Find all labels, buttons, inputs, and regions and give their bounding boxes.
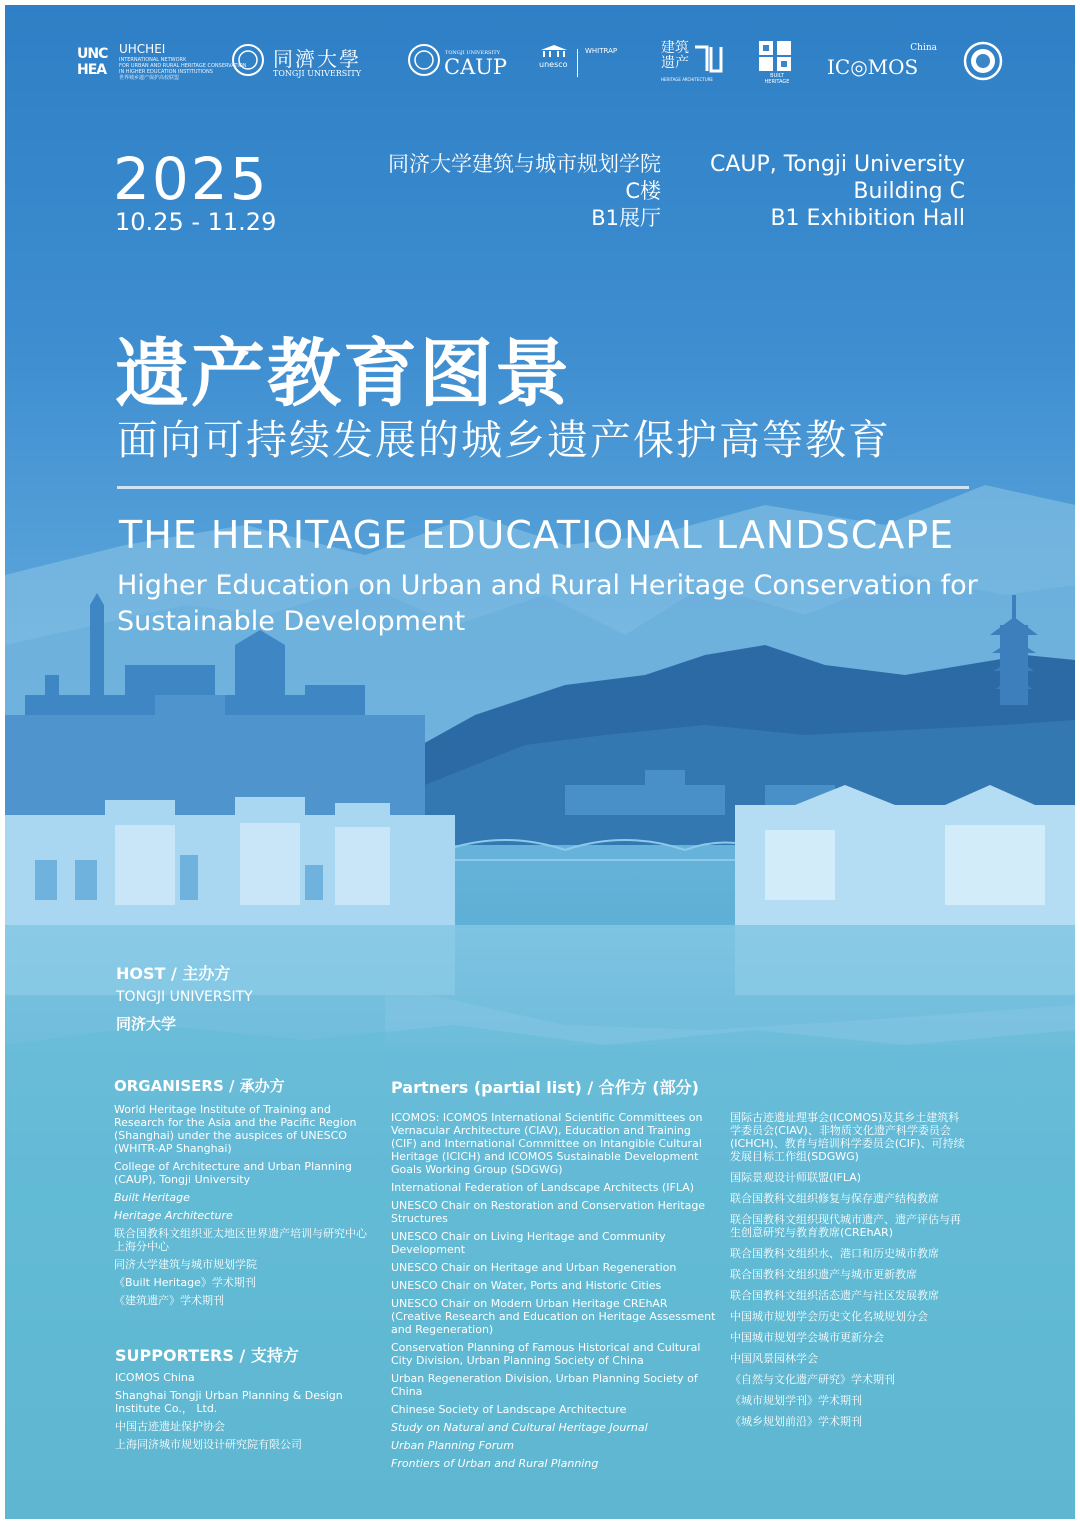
tongji-cn: 同濟大學 [273,47,361,71]
partner-item: Conservation Planning of Famous Historical and Cultural City Division, Urban Planning Society of China [391,1341,701,1367]
venue-cn-line-2: C楼 [625,179,661,203]
partner-item: Study on Natural and Cultural Heritage Journal [391,1421,648,1434]
partner-cn-item: 《城乡规划前沿》学术期刊 [730,1415,862,1428]
unesco-whitrap-logo [539,45,634,81]
venue-cn-line-1: 同济大学建筑与城市规划学院 [388,152,661,176]
title-en: THE HERITAGE EDUCATIONAL LANDSCAPE [119,513,955,557]
poster [5,5,1075,1519]
partner-cn-item: 国际古迹遗址理事会(ICOMOS)及其乡土建筑科学委员会(CIAV)、非物质文化遗产科学委员会(ICHCH)、教育与培训科学委员会(CIF)、可持续发展目标工作组(SDGWG) [730,1111,965,1163]
partner-cn-item: 《城市规划学刊》学术期刊 [730,1394,862,1407]
round-seal-icon [963,41,1003,81]
organiser-item: 同济大学建筑与城市规划学院 [114,1258,257,1271]
caup-small: TONGJI UNIVERSITY [445,50,500,56]
organiser-item: World Heritage Institute of Training and Research for the Asia and the Pacific Region (Shanghai) under the auspices of UNESCO (WHITR-AP Shanghai) [114,1103,357,1155]
venue-en [665,151,965,232]
whitrap-text: WHITRAP [585,47,618,55]
partner-cn-item: 中国城市规划学会城市更新分会 [730,1331,884,1344]
supporters-heading: SUPPORTERS / 支持方 [115,1346,299,1365]
supporter-item: 中国古迹遗址保护协会 [115,1420,225,1433]
partner-item: Frontiers of Urban and Rural Planning [391,1457,599,1470]
round-seal-logo [963,41,1003,81]
partner-item: International Federation of Landscape Architects (IFLA) [391,1181,695,1194]
caup-name: CAUP [444,55,508,79]
partner-cn-item: 联合国教科文组织修复与保存遗产结构教席 [730,1192,939,1205]
uhchei-line-4: 世界城乡遗产保护高校联盟 [119,75,180,81]
partners-cn-list [730,1111,970,1436]
tongji-seal-icon [231,43,265,77]
partner-cn-item: 联合国教科文组织活态遗产与社区发展教席 [730,1289,939,1302]
partner-cn-item: 中国风景园林学会 [730,1352,818,1365]
icomos-text: IC◎MOS [827,55,919,79]
partner-item: Chinese Society of Landscape Architecture [391,1403,627,1416]
uhchei-line-1: INTERNATIONAL NETWORK [119,57,187,63]
host-heading: HOST / 主办方 [116,964,231,983]
partner-item: ICOMOS: ICOMOS International Scientific Committees on Vernacular Architecture (CIAV), Education and Training (CIF) and International Committee on Intangible Cultural Heritage (ICICH) and ICOMOS Sustainable Development Goals Working Group (SDGWG) [391,1111,703,1176]
subtitle-en: Higher Education on Urban and Rural Heritage Conservation for Sustainable Development [117,570,978,637]
subtitle-cn: 面向可持续发展的城乡遗产保护高等教育 [117,416,891,464]
title-divider [117,486,969,489]
unesco-text: unesco [539,60,568,69]
uhchei-name: UHCHEI [119,42,166,56]
title-cn: 遗产教育图景 [115,331,571,417]
partner-item: Urban Planning Forum [391,1439,514,1452]
supporters-list [115,1371,345,1456]
organiser-item: Heritage Architecture [114,1209,233,1222]
built-heritage-cn: 建筑遗产 [661,40,689,71]
partner-item: Urban Regeneration Division, Urban Planning Society of China [391,1372,698,1398]
bh-logo [757,41,797,85]
partner-cn-item: 国际景观设计师联盟(IFLA) [730,1171,862,1184]
partner-item: UNESCO Chair on Heritage and Urban Regeneration [391,1261,677,1274]
caup-logo [407,43,507,83]
partner-item: UNESCO Chair on Modern Urban Heritage CREhAR (Creative Research and Education on Heritage Assessment and Regeneration) [391,1297,716,1336]
organisers-list [114,1103,372,1312]
supporter-item: 上海同济城市规划设计研究院有限公司 [115,1438,302,1451]
organiser-item: 《建筑遗产》学术期刊 [114,1294,224,1307]
partner-item: UNESCO Chair on Restoration and Conservation Heritage Structures [391,1199,706,1225]
partner-cn-item: 联合国教科文组织水、港口和历史城市教席 [730,1247,939,1260]
partners-heading: Partners (partial list) / 合作方 (部分) [391,1078,699,1097]
partner-cn-item: 联合国教科文组织现代城市遗产、遗产评估与再生创意研究与教育教席(CREhAR) [730,1213,961,1239]
organiser-item: 《Built Heritage》学术期刊 [114,1276,256,1289]
tongji-en: TONGJI UNIVERSITY [273,69,361,78]
venue-cn [345,151,661,232]
bh-text: BUILT HERITAGE [764,73,790,85]
logo-divider [577,49,578,77]
icomos-china-logo [825,41,945,85]
partner-item: UNESCO Chair on Water, Ports and Historic Cities [391,1279,662,1292]
host-cn: 同济大学 [116,1015,177,1033]
partner-item: UNESCO Chair on Living Heritage and Community Development [391,1230,666,1256]
venue-en-line-1: CAUP, Tongji University [709,152,965,177]
organiser-item: 联合国教科文组织亚太地区世界遗产培训与研究中心上海分中心 [114,1227,367,1253]
partner-cn-item: 联合国教科文组织遗产与城市更新教席 [730,1268,917,1281]
organiser-item: Built Heritage [114,1191,190,1204]
venue-en-line-2: Building C [853,179,965,204]
uhchei-line-3: IN HIGHER EDUCATION INSTITUTIONS [119,69,213,75]
supporter-item: Shanghai Tongji Urban Planning & Design Institute Co.， Ltd. [115,1389,343,1415]
bh-mark-icon [759,41,791,71]
partner-cn-item: 《自然与文化遗产研究》学术期刊 [730,1373,895,1386]
host-en: TONGJI UNIVERSITY [116,989,253,1005]
supporter-item: ICOMOS China [115,1371,195,1384]
uhchei-line-2: FOR URBAN AND RURAL HERITAGE CONSERVATION [119,63,247,69]
tongji-logo [231,43,381,83]
event-dates: 10.25 - 11.29 [115,208,277,236]
caup-seal-icon [407,43,441,77]
organiser-item: College of Architecture and Urban Planning (CAUP), Tongji University [114,1160,352,1186]
uhchei-mark-icon: UNC HEA [77,46,108,78]
partner-cn-item: 中国城市规划学会历史文化名城规划分会 [730,1310,928,1323]
uhchei-logo [77,42,247,82]
venue-en-line-3: B1 Exhibition Hall [770,206,965,231]
icomos-china-label: China [910,43,937,53]
built-heritage-en: HERITAGE ARCHITECTURE [661,77,713,82]
organisers-heading: ORGANISERS / 承办方 [114,1077,285,1095]
built-heritage-cn-logo [661,41,731,85]
venue-cn-line-3: B1展厅 [591,206,661,230]
unesco-temple-icon [539,45,569,59]
event-year: 2025 [113,145,269,213]
partners-en-list [391,1111,716,1475]
heritage-architecture-mark-icon [693,43,723,73]
